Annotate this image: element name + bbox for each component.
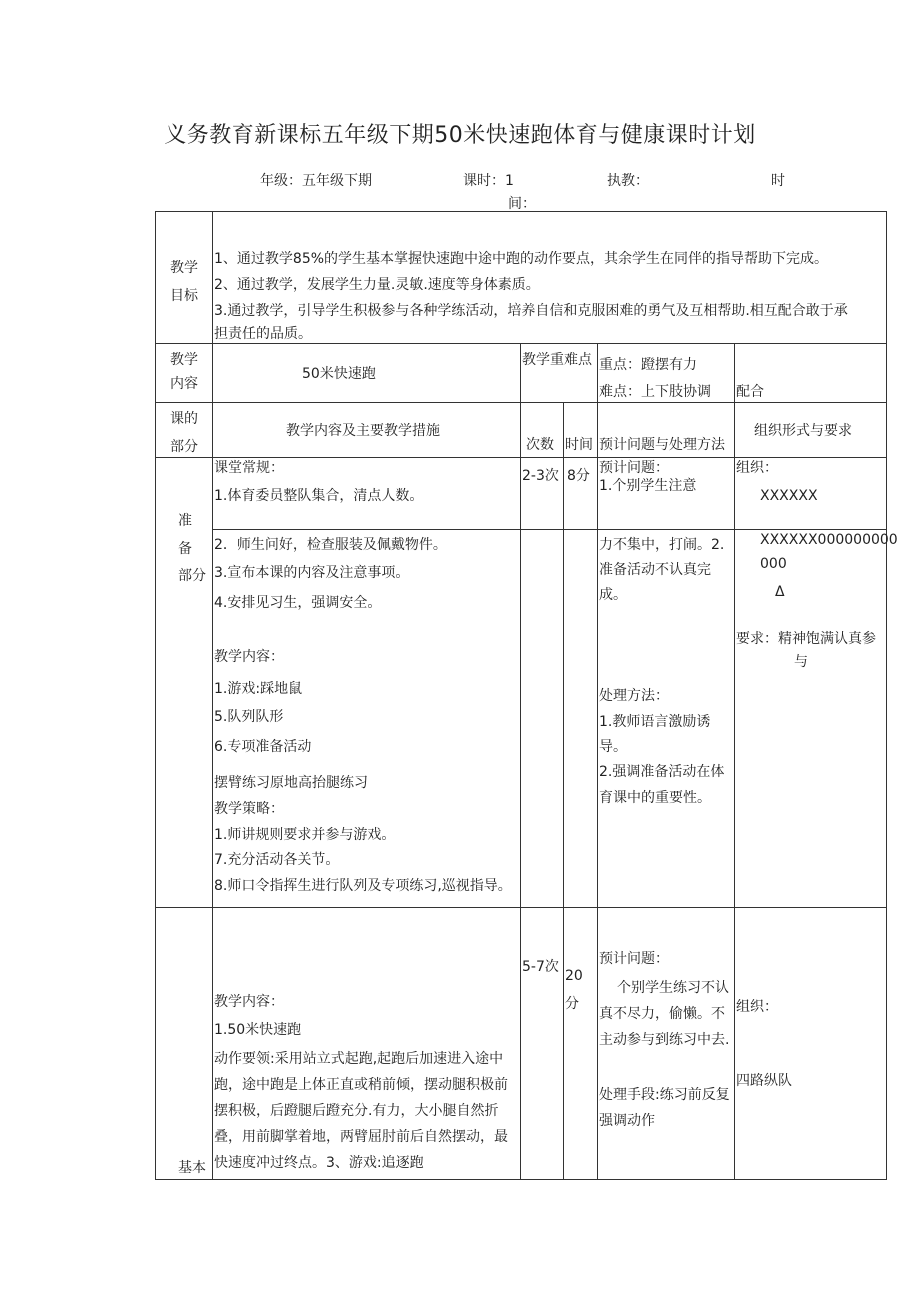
prep-formation-2: XXXXXX000000000 (760, 532, 898, 548)
basic-org-label: 组织： (736, 999, 778, 1015)
basic-content-label: 教学内容： (214, 994, 284, 1010)
basic-item: 1.50米快速跑 (214, 1022, 302, 1038)
basic-issue: 个别学生练习不认真不尽力，偷懒。不主动参与到练习中去. (599, 980, 730, 1048)
prep-time: 8分 (567, 468, 590, 484)
page-title: 义务教育新课标五年级下期50米快速跑体育与健康课时计划 (164, 123, 756, 148)
col-divider (520, 343, 521, 1179)
prep-content-5: 5.队列队形 (214, 709, 284, 725)
prep-requirement-a: 要求：精神饱满认真参 (736, 631, 876, 647)
prep-part-c: 部分 (178, 568, 206, 584)
prep-issue-3: 准备活动不认真完 (599, 562, 711, 578)
time-label-a: 时 (771, 173, 785, 189)
prep-strategy-8: 8.师口令指挥生进行队列及专项练习,巡视指导。 (214, 878, 512, 894)
prep-part-b: 备 (178, 541, 192, 557)
content-value: 50米快速跑 (302, 366, 376, 382)
basic-part: 基本 (178, 1160, 206, 1176)
prep-routine-2: 2．师生问好，检查服装及佩戴物件。 (214, 537, 447, 553)
objective-3a: 3.通过教学，引导学生积极参与各种学练活动，培养自信和克服困难的勇气及互相帮助.相互配合敢于承 (214, 303, 848, 319)
prep-issue-2: 力不集中，打闹。2. (599, 537, 725, 553)
content-label-a: 教学 (170, 352, 198, 368)
basic-issue-label: 预计问题： (599, 951, 669, 967)
col-issues: 预计问题与处理方法 (599, 437, 725, 453)
prep-routine-label: 课堂常规： (214, 460, 284, 476)
basic-count: 5-7次 (522, 959, 559, 975)
prep-formation-3: 000 (760, 556, 787, 572)
prep-strategy-1: 1.师讲规则要求并参与游戏。 (214, 827, 396, 843)
content-label-b: 内容 (170, 376, 198, 392)
basic-time-a: 20 (565, 968, 583, 984)
col-divider (734, 343, 735, 1179)
prep-count: 2-3次 (522, 468, 559, 484)
objectives-label-b: 目标 (170, 288, 198, 304)
prep-strategy-7: 7.充分活动各关节。 (214, 852, 340, 868)
col-org: 组织形式与要求 (754, 423, 852, 439)
lesson-plan-table (155, 211, 898, 1180)
prep-solution-label: 处理方法： (599, 688, 669, 704)
basic-solution: 处理手段:练习前反复强调动作 (599, 1087, 730, 1129)
col-part-b: 部分 (170, 439, 198, 455)
prep-routine-1: 1.体育委员整队集合，清点人数。 (214, 488, 424, 504)
col-count: 次数 (526, 437, 554, 453)
objective-3b: 担责任的品质。 (214, 326, 312, 342)
col-time: 时间 (565, 437, 593, 453)
prep-solution-1b: 导。 (599, 739, 627, 755)
key-point: 重点：蹬摆有力 (599, 357, 697, 373)
prep-formation-4: Δ (775, 584, 785, 600)
prep-issue-4: 成。 (599, 587, 627, 603)
prep-strategy-label: 教学策略： (214, 801, 284, 817)
teacher-label: 执教： (607, 173, 649, 189)
basic-time-b: 分 (565, 996, 579, 1012)
row-divider (156, 402, 886, 403)
col-measures: 教学内容及主要教学措施 (286, 423, 440, 439)
prep-issue-label: 预计问题： (599, 460, 669, 476)
period-label: 课时：1 (463, 173, 514, 189)
objective-2: 2、通过教学，发展学生力量.灵敏.速度等身体素质。 (214, 277, 540, 293)
prep-part-a: 准 (178, 513, 192, 529)
col-divider (563, 402, 564, 1179)
prep-content-1: 1.游戏:踩地鼠 (214, 681, 303, 697)
grade-label: 年级：五年级下期 (260, 173, 372, 189)
prep-solution-1a: 1.教师语言激励诱 (599, 714, 711, 730)
prep-content-6b: 摆臂练习原地高抬腿练习 (214, 775, 368, 791)
prep-solution-2a: 2.强调准备活动在体 (599, 764, 725, 780)
prep-requirement-b: 与 (794, 654, 808, 670)
prep-formation-1: XXXXXX (760, 488, 818, 504)
prep-routine-3: 3.宣布本课的内容及注意事项。 (214, 565, 410, 581)
prep-org-label: 组织： (736, 460, 778, 476)
objective-1: 1、通过教学85%的学生基本掌握快速跑中途中跑的动作要点，其余学生在同伴的指导帮助下完成。 (214, 251, 829, 267)
col-divider (597, 343, 598, 1179)
time-label-b: 间： (508, 196, 536, 212)
prep-routine-4: 4.安排见习生，强调安全。 (214, 595, 382, 611)
prep-issue-1: 1.个别学生注意 (599, 478, 697, 494)
prep-content-6: 6.专项准备活动 (214, 739, 312, 755)
col-part-a: 课的 (170, 411, 198, 427)
prep-content-label: 教学内容： (214, 649, 284, 665)
difficulty-tail: 配合 (736, 384, 764, 400)
difficulty: 难点：上下肢协调 (599, 384, 711, 400)
prep-solution-2b: 育课中的重要性。 (599, 790, 711, 806)
basic-formation: 四路纵队 (736, 1073, 792, 1089)
key-difficulty-label: 教学重难点 (522, 352, 592, 368)
basic-essentials: 动作要领:采用站立式起跑,起跑后加速进入途中跑，途中跑是上体正直或稍前倾，摆动腿积极前摆积极，后蹬腿后蹬充分.有力，大小腿自然折叠，用前脚掌着地，两臂屈肘前后自然摆动，最快速度冲过终点。3、游戏:追逐跑 (214, 1051, 508, 1171)
row-divider (156, 907, 886, 908)
col-divider (212, 212, 213, 1179)
objectives-label-a: 教学 (170, 260, 198, 276)
